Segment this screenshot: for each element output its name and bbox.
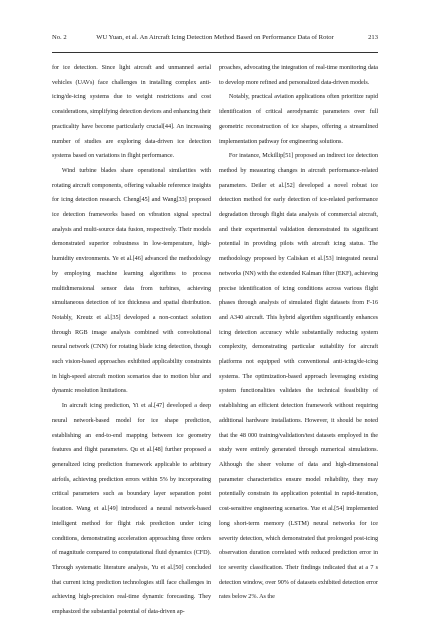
running-header xyxy=(52,32,378,44)
right-column xyxy=(219,61,378,601)
paragraph: Wind turbine blades share operational similarities with rotating aircraft components, offering valuable reference insights for icing detection research. Cheng[45] and Wang[33] proposed ice detection frameworks based on vibration signal spectral analysis and multi-source data fusion, respectively. Their models demonstrated superior robustness in low-temperature, high-humidity environments. Ye et al.[46] advanced the methodology by employing machine learning algorithms to process multidimensional sensor data from turbines, achieving simultaneous detection of ice thickness and spatial distribution. Notably, Kreutz et al.[35] developed a non-contact solution through RGB image analysis combined with convolutional neural network (CNN) for rotating blade icing detection, though such vision-based approaches exhibited applicability constraints in high-speed aircraft motion scenarios due to motion blur and dynamic resolution limitations. xyxy=(52,166,211,395)
left-column xyxy=(52,61,211,616)
page-number: 213 xyxy=(368,34,378,41)
paragraph: For instance, Mckillip[51] proposed an indirect ice detection method by measuring changes in aircraft performance-related parameters. Deiler et al.[52] developed a novel robust ice detection method for early detection of ice-related performance degradation through flight data analysis of commercial aircraft, and their experimental validation demonstrated its significant potential in providing pilots with aircraft icing status. The methodology proposed by Caliskan et al.[53] integrated neural networks (NN) with the extended Kalman filter (EKF), achieving precise identification of icing conditions across various flight phases through analysis of simulated flight datasets from F-16 and A340 aircraft. This hybrid algorithm significantly enhances icing detection accuracy while substantially reducing system complexity, demonstrating particular suitability for aircraft platforms not equipped with conventional anti-icing/de-icing systems. The optimization-based approach leveraging existing system functionalities validates the technical feasibility of establishing an efficient detection framework without requiring additional hardware installations. However, it should be noted that the 48 000 training/validation/test datasets employed in the study were entirely generated through numerical simulations. Although the sheer volume of data and high-dimensional parameter characteristics ensure model reliability, they may potentially constrain its application potential in rapid-iteration, cost-sensitive engineering scenarios. Yue et al.[54] implemented long short-term memory (LSTM) neural networks for ice severity detection, which demonstrated that prolonged post-icing observation duration correlated with reduced prediction error in ice severity classification. Their findings indicated that at a 7 s detection window, over 90% of datasets exhibited detection error rates below 2%. As the xyxy=(219,152,378,601)
paragraph: Notably, practical aviation applications often prioritize rapid identification of critical aerodynamic parameters over full geometric reconstruction of ice shapes, offering a streamlined implementation pathway for engineering solutions. xyxy=(219,93,378,145)
paragraph: proaches, advocating the integration of real-time monitoring data to develop more refined and personalized data-driven models. xyxy=(219,64,378,86)
running-title: WU Yuan, et al. An Aircraft Icing Detection Method Based on Performance Data of Rotor xyxy=(96,34,334,41)
paragraph: In aircraft icing prediction, Yi et al.[47] developed a deep neural network-based model for ice shape prediction, establishing an end-to-end mapping between ice geometry features and flight parameters. Qu et al.[48] further proposed a generalized icing prediction framework applicable to arbitrary airfoils, achieving prediction errors within 5% by incorporating critical parameters such as boundary layer separation point location. Wang et al.[49] introduced a neural network-based intelligent method for flight risk prediction under icing conditions, demonstrating acceleration approaching three orders of magnitude compared to computational fluid dynamics (CFD). Through systematic literature analysis, Yu et al.[50] concluded that current icing prediction technologies still face challenges in achieving high-precision real-time dynamic forecasting. They emphasized the substantial potential of data-driven ap- xyxy=(52,402,211,616)
header-rule xyxy=(52,52,378,53)
journal-issue: No. 2 xyxy=(52,34,67,41)
paragraph: for ice detection. Since light aircraft and unmanned aerial vehicles (UAVs) face challenges in installing complex anti-icing/de-icing systems due to weight restrictions and cost considerations, simplifying detection devices and enhancing their practicality have become particularly crucial[44]. An increasing number of studies are exploring data-driven ice detection systems based on variations in flight performance. xyxy=(52,64,211,160)
